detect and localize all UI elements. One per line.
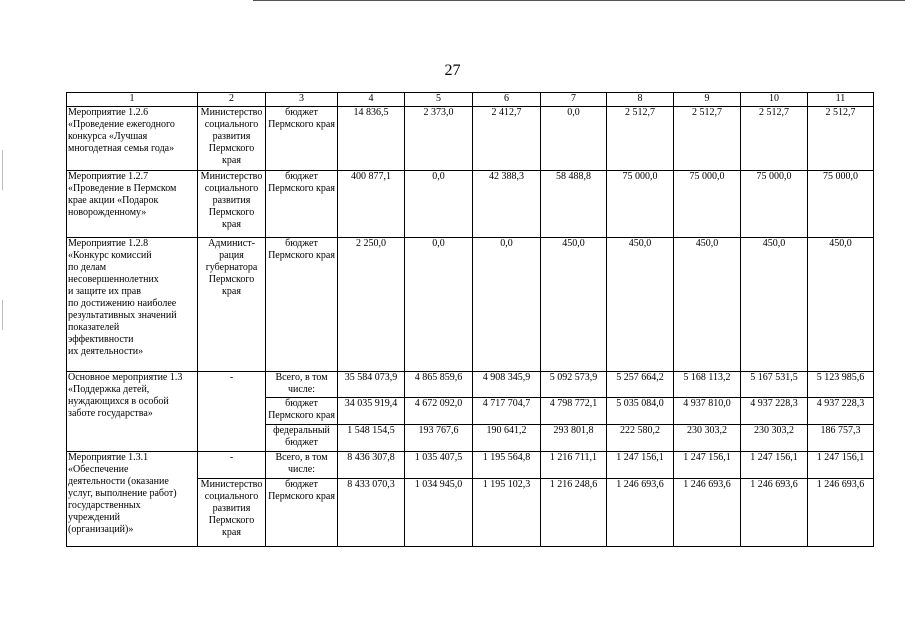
funding-source: бюджет Пермского края <box>266 107 338 171</box>
value-cell: 35 584 073,9 <box>338 372 405 398</box>
funding-source: федеральный бюджет <box>266 425 338 452</box>
value-cell: 5 257 664,2 <box>607 372 674 398</box>
value-cell: 1 247 156,1 <box>607 452 674 479</box>
activity-name: Основное мероприятие 1.3 «Поддержка детей, нуждающихся в особой заботе государства» <box>68 372 183 419</box>
value-cell: 4 717 704,7 <box>473 398 541 425</box>
column-header: 4 <box>338 93 405 107</box>
value-cell: 58 488,8 <box>541 171 607 238</box>
value-cell: 42 388,3 <box>473 171 541 238</box>
value-cell: 1 034 945,0 <box>405 479 473 547</box>
funding-source: бюджет Пермского края <box>266 479 338 547</box>
value-cell: 4 908 345,9 <box>473 372 541 398</box>
value-cell: 1 195 102,3 <box>473 479 541 547</box>
value-cell: 5 168 113,2 <box>674 372 741 398</box>
funding-source: бюджет Пермского края <box>266 398 338 425</box>
executor-cell: Министерство социального развития Пермского края <box>198 107 266 171</box>
activity-name: Мероприятие 1.2.8 «Конкурс комиссий по делам несовершеннолетних и защите их прав по достижению наиболее результативных значений показателей эффективности их деятельности» <box>68 238 177 357</box>
activity-name: Мероприятие 1.2.7 «Проведение в Пермском крае акции «Подарок новорожденному» <box>68 171 177 218</box>
value-cell: 34 035 919,4 <box>338 398 405 425</box>
value-cell: 0,0 <box>405 238 473 372</box>
executor-cell: - <box>198 372 266 452</box>
value-cell: 2 512,7 <box>808 107 874 171</box>
column-header: 5 <box>405 93 473 107</box>
value-cell: 4 937 228,3 <box>741 398 808 425</box>
executor-cell: - <box>198 452 266 479</box>
value-cell: 1 548 154,5 <box>338 425 405 452</box>
value-cell: 1 035 407,5 <box>405 452 473 479</box>
value-cell: 75 000,0 <box>741 171 808 238</box>
value-cell: 190 641,2 <box>473 425 541 452</box>
value-cell: 1 216 248,6 <box>541 479 607 547</box>
value-cell: 1 246 693,6 <box>741 479 808 547</box>
column-header: 1 <box>67 93 198 107</box>
value-cell: 0,0 <box>473 238 541 372</box>
value-cell: 5 167 531,5 <box>741 372 808 398</box>
value-cell: 400 877,1 <box>338 171 405 238</box>
executor-cell: Министерство социального развития Пермского края <box>198 479 266 547</box>
value-cell: 450,0 <box>808 238 874 372</box>
value-cell: 1 246 693,6 <box>674 479 741 547</box>
program-table <box>66 92 874 547</box>
value-cell: 8 433 070,3 <box>338 479 405 547</box>
scan-edge-mark <box>2 300 3 330</box>
value-cell: 222 580,2 <box>607 425 674 452</box>
column-header: 2 <box>198 93 266 107</box>
funding-source: бюджет Пермского края <box>266 171 338 238</box>
value-cell: 4 937 228,3 <box>808 398 874 425</box>
value-cell: 1 195 564,8 <box>473 452 541 479</box>
value-cell: 1 246 693,6 <box>607 479 674 547</box>
page-number: 27 <box>444 62 461 79</box>
table-row <box>67 372 874 398</box>
value-cell: 450,0 <box>741 238 808 372</box>
column-number-row <box>67 93 874 107</box>
value-cell: 2 512,7 <box>607 107 674 171</box>
value-cell: 75 000,0 <box>808 171 874 238</box>
value-cell: 0,0 <box>405 171 473 238</box>
value-cell: 193 767,6 <box>405 425 473 452</box>
value-cell: 75 000,0 <box>674 171 741 238</box>
column-header: 3 <box>266 93 338 107</box>
value-cell: 450,0 <box>541 238 607 372</box>
value-cell: 450,0 <box>607 238 674 372</box>
value-cell: 1 216 711,1 <box>541 452 607 479</box>
value-cell: 14 836,5 <box>338 107 405 171</box>
value-cell: 2 412,7 <box>473 107 541 171</box>
value-cell: 450,0 <box>674 238 741 372</box>
value-cell: 8 436 307,8 <box>338 452 405 479</box>
funding-source: Всего, в том числе: <box>266 452 338 479</box>
value-cell: 5 092 573,9 <box>541 372 607 398</box>
table-row <box>67 452 874 479</box>
value-cell: 1 247 156,1 <box>674 452 741 479</box>
table-row <box>67 107 874 171</box>
value-cell: 4 798 772,1 <box>541 398 607 425</box>
executor-cell: Министерство социального развития Пермского края <box>198 171 266 238</box>
value-cell: 4 672 092,0 <box>405 398 473 425</box>
column-header: 10 <box>741 93 808 107</box>
activity-name: Мероприятие 1.2.6 «Проведение ежегодного конкурса «Лучшая многодетная семья года» <box>68 107 175 154</box>
value-cell: 2 512,7 <box>741 107 808 171</box>
value-cell: 186 757,3 <box>808 425 874 452</box>
value-cell: 293 801,8 <box>541 425 607 452</box>
table-row <box>67 238 874 372</box>
column-header: 8 <box>607 93 674 107</box>
executor-cell: Админист- рация губернатора Пермского края <box>205 238 258 297</box>
value-cell: 230 303,2 <box>674 425 741 452</box>
value-cell: 4 937 810,0 <box>674 398 741 425</box>
funding-source: бюджет Пермского края <box>266 238 338 372</box>
value-cell: 2 250,0 <box>338 238 405 372</box>
top-border-line <box>253 0 905 1</box>
table-row <box>67 171 874 238</box>
column-header: 9 <box>674 93 741 107</box>
value-cell: 75 000,0 <box>607 171 674 238</box>
value-cell: 4 865 859,6 <box>405 372 473 398</box>
column-header: 11 <box>808 93 874 107</box>
value-cell: 0,0 <box>541 107 607 171</box>
column-header: 6 <box>473 93 541 107</box>
value-cell: 1 247 156,1 <box>808 452 874 479</box>
column-header: 7 <box>541 93 607 107</box>
value-cell: 2 373,0 <box>405 107 473 171</box>
funding-source: Всего, в том числе: <box>266 372 338 398</box>
value-cell: 1 246 693,6 <box>808 479 874 547</box>
value-cell: 1 247 156,1 <box>741 452 808 479</box>
value-cell: 230 303,2 <box>741 425 808 452</box>
value-cell: 2 512,7 <box>674 107 741 171</box>
scan-edge-mark <box>2 150 3 190</box>
value-cell: 5 035 084,0 <box>607 398 674 425</box>
value-cell: 5 123 985,6 <box>808 372 874 398</box>
activity-name: Мероприятие 1.3.1 «Обеспечение деятельности (оказание услуг, выполнение работ) государственных учреждений (организаций)» <box>68 452 177 535</box>
